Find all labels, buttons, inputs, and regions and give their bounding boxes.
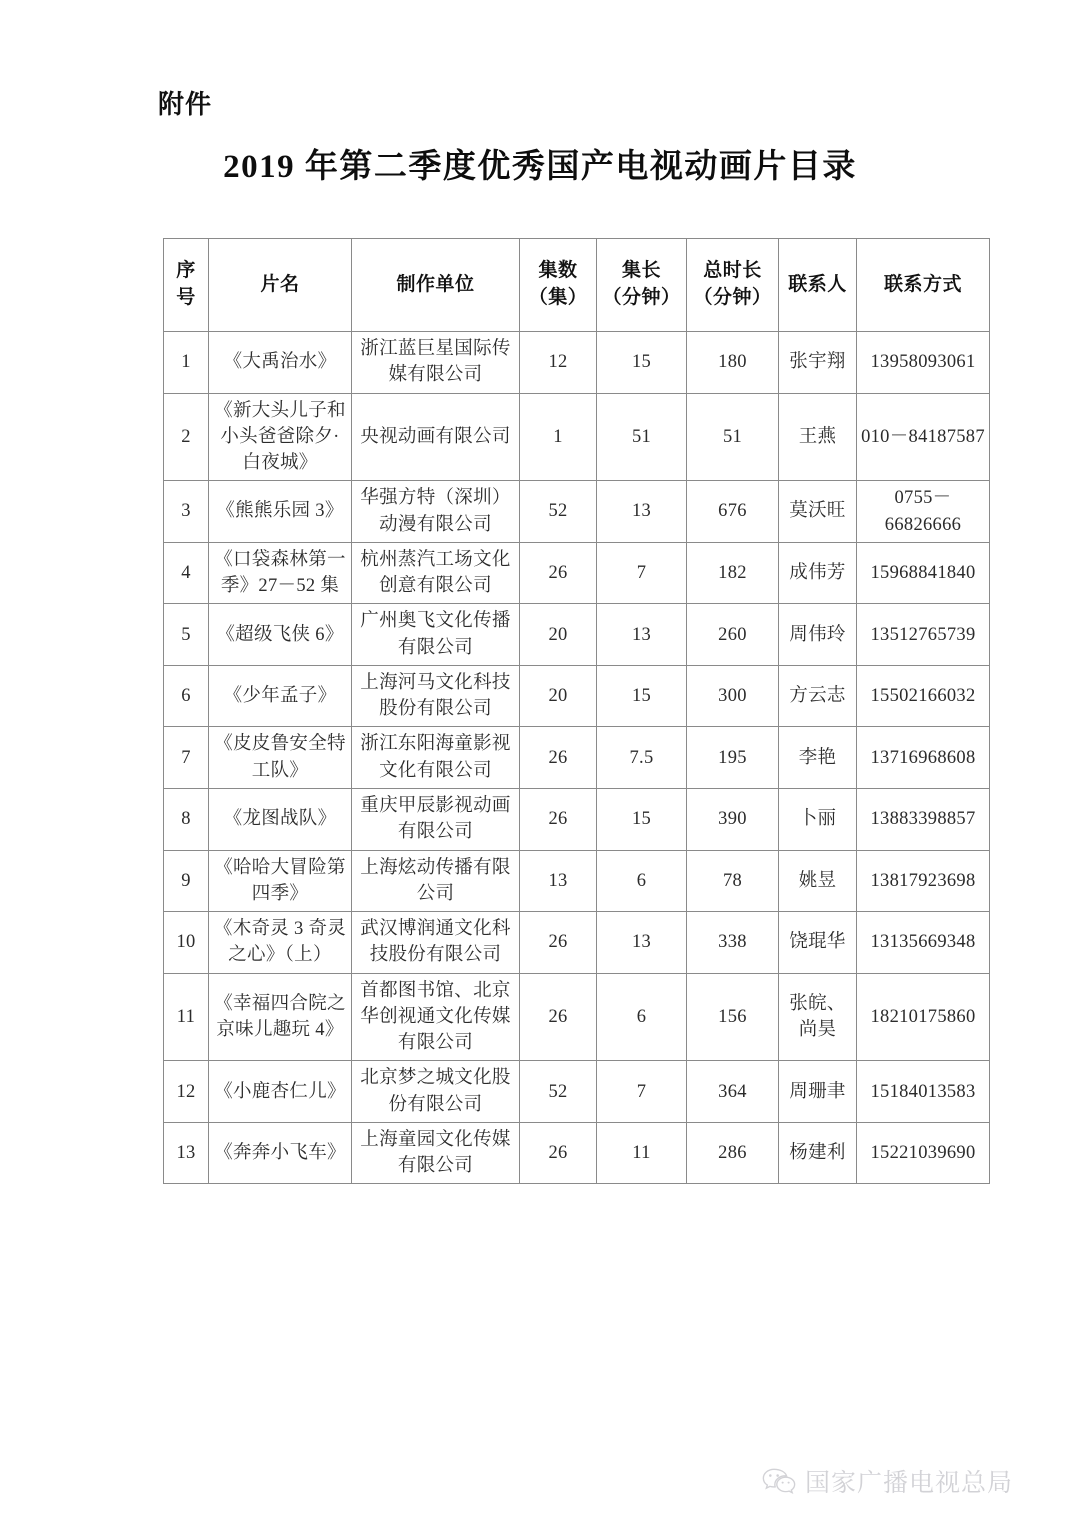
- cell-no: 12: [164, 1061, 209, 1123]
- cell-title: 《幸福四合院之京味儿趣玩 4》: [209, 973, 352, 1061]
- cell-episodes: 26: [520, 727, 597, 789]
- table-row: [164, 665, 990, 727]
- cell-episodes: 20: [520, 665, 597, 727]
- cell-person: 周珊聿: [779, 1061, 857, 1123]
- cell-length: 15: [597, 332, 687, 394]
- column-header-episodes-line1: 集数: [538, 260, 578, 282]
- column-header-length-line1: 集长: [621, 260, 661, 282]
- column-header-total-line2: （分钟）: [693, 287, 772, 308]
- cell-total: 676: [687, 481, 779, 543]
- cell-episodes: 13: [520, 850, 597, 912]
- cell-person: 姚昱: [779, 850, 857, 912]
- cell-no: 13: [164, 1122, 209, 1184]
- cell-no: 5: [164, 604, 209, 666]
- cell-person: 方云志: [779, 665, 857, 727]
- cell-title: 《小鹿杏仁儿》: [209, 1061, 352, 1123]
- cell-studio: 广州奥飞文化传播有限公司: [352, 604, 520, 666]
- cell-length: 7: [597, 542, 687, 604]
- cell-length: 6: [597, 973, 687, 1061]
- cell-studio: 上海河马文化科技股份有限公司: [352, 665, 520, 727]
- cell-studio: 浙江东阳海童影视文化有限公司: [352, 727, 520, 789]
- column-header-person-line1: 联系人: [788, 273, 847, 295]
- cell-person: 杨建利: [779, 1122, 857, 1184]
- column-header-contact: [857, 239, 990, 332]
- cell-contact: 13135669348: [857, 912, 990, 974]
- cell-studio: 武汉博润通文化科技股份有限公司: [352, 912, 520, 974]
- column-header-episodes-line2: （集）: [528, 287, 588, 308]
- cell-total: 364: [687, 1061, 779, 1123]
- catalog-table-container: [163, 238, 989, 1184]
- cell-person: 王燕: [779, 393, 857, 481]
- cell-episodes: 26: [520, 912, 597, 974]
- column-header-title: [209, 239, 352, 332]
- cell-no: 9: [164, 850, 209, 912]
- cell-contact: 0755－66826666: [857, 481, 990, 543]
- cell-title: 《少年孟子》: [209, 665, 352, 727]
- cell-total: 286: [687, 1122, 779, 1184]
- footer-watermark: [762, 1463, 1013, 1499]
- cell-contact: 15968841840: [857, 542, 990, 604]
- table-row: [164, 727, 990, 789]
- cell-no: 1: [164, 332, 209, 394]
- wechat-icon: [762, 1467, 796, 1495]
- cell-studio: 重庆甲辰影视动画有限公司: [352, 788, 520, 850]
- cell-length: 6: [597, 850, 687, 912]
- cell-episodes: 26: [520, 973, 597, 1061]
- column-header-episodes: [520, 239, 597, 332]
- cell-episodes: 52: [520, 1061, 597, 1123]
- cell-studio: 央视动画有限公司: [352, 393, 520, 481]
- cell-length: 7: [597, 1061, 687, 1123]
- cell-no: 10: [164, 912, 209, 974]
- page-title: 2019 年第二季度优秀国产电视动画片目录: [223, 149, 857, 185]
- cell-episodes: 26: [520, 788, 597, 850]
- cell-studio: 杭州蒸汽工场文化创意有限公司: [352, 542, 520, 604]
- cell-total: 338: [687, 912, 779, 974]
- column-header-no-line1: 序: [176, 260, 196, 282]
- column-header-length: [597, 239, 687, 332]
- cell-no: 11: [164, 973, 209, 1061]
- cell-length: 13: [597, 481, 687, 543]
- cell-title: 《哈哈大冒险第四季》: [209, 850, 352, 912]
- cell-length: 13: [597, 912, 687, 974]
- cell-person: 卜丽: [779, 788, 857, 850]
- cell-contact: 15184013583: [857, 1061, 990, 1123]
- cell-contact: 13716968608: [857, 727, 990, 789]
- cell-length: 11: [597, 1122, 687, 1184]
- cell-length: 13: [597, 604, 687, 666]
- cell-studio: 首都图书馆、北京华创视通文化传媒有限公司: [352, 973, 520, 1061]
- table-row: [164, 1122, 990, 1184]
- cell-total: 195: [687, 727, 779, 789]
- column-header-studio: [352, 239, 520, 332]
- cell-title: 《熊熊乐园 3》: [209, 481, 352, 543]
- cell-studio: 华强方特（深圳）动漫有限公司: [352, 481, 520, 543]
- cell-no: 3: [164, 481, 209, 543]
- cell-total: 78: [687, 850, 779, 912]
- cell-total: 51: [687, 393, 779, 481]
- column-header-studio-line1: 制作单位: [396, 273, 475, 295]
- column-header-contact-line1: 联系方式: [883, 273, 962, 295]
- column-header-no: [164, 239, 209, 332]
- cell-contact: 13512765739: [857, 604, 990, 666]
- watermark-label: 国家广播电视总局: [805, 1469, 1014, 1497]
- cell-total: 182: [687, 542, 779, 604]
- cell-length: 15: [597, 788, 687, 850]
- cell-studio: 上海炫动传播有限公司: [352, 850, 520, 912]
- table-row: [164, 604, 990, 666]
- cell-contact: 15502166032: [857, 665, 990, 727]
- table-row: [164, 481, 990, 543]
- cell-total: 260: [687, 604, 779, 666]
- cell-studio: 北京梦之城文化股份有限公司: [352, 1061, 520, 1123]
- cell-episodes: 12: [520, 332, 597, 394]
- cell-episodes: 1: [520, 393, 597, 481]
- cell-contact: 18210175860: [857, 973, 990, 1061]
- cell-person: 周伟玲: [779, 604, 857, 666]
- cell-contact: 13883398857: [857, 788, 990, 850]
- table-row: [164, 788, 990, 850]
- cell-no: 8: [164, 788, 209, 850]
- cell-contact: 13817923698: [857, 850, 990, 912]
- cell-title: 《奔奔小飞车》: [209, 1122, 352, 1184]
- cell-title: 《龙图战队》: [209, 788, 352, 850]
- cell-total: 390: [687, 788, 779, 850]
- table-row: [164, 1061, 990, 1123]
- table-header-row: [164, 239, 990, 332]
- cell-episodes: 26: [520, 1122, 597, 1184]
- cell-contact: 010－84187587: [857, 393, 990, 481]
- cell-contact: 15221039690: [857, 1122, 990, 1184]
- cell-no: 7: [164, 727, 209, 789]
- column-header-total: [687, 239, 779, 332]
- cell-studio: 上海童园文化传媒有限公司: [352, 1122, 520, 1184]
- cell-title: 《新大头儿子和小头爸爸除夕·白夜城》: [209, 393, 352, 481]
- cell-episodes: 52: [520, 481, 597, 543]
- cell-person: 张皖、尚昊: [779, 973, 857, 1061]
- cell-title: 《大禹治水》: [209, 332, 352, 394]
- table-body: [164, 332, 990, 1184]
- cell-no: 4: [164, 542, 209, 604]
- cell-total: 180: [687, 332, 779, 394]
- cell-person: 饶琨华: [779, 912, 857, 974]
- attachment-label: 附件: [158, 90, 213, 119]
- cell-person: 莫沃旺: [779, 481, 857, 543]
- column-header-title-line1: 片名: [260, 273, 300, 295]
- cell-length: 7.5: [597, 727, 687, 789]
- cell-contact: 13958093061: [857, 332, 990, 394]
- cell-total: 300: [687, 665, 779, 727]
- table-row: [164, 332, 990, 394]
- cell-length: 51: [597, 393, 687, 481]
- cell-person: 成伟芳: [779, 542, 857, 604]
- cell-person: 李艳: [779, 727, 857, 789]
- cell-person: 张宇翔: [779, 332, 857, 394]
- cell-episodes: 26: [520, 542, 597, 604]
- table-row: [164, 973, 990, 1061]
- animation-catalog-table: [163, 238, 990, 1184]
- column-header-total-line1: 总时长: [703, 260, 762, 282]
- column-header-no-line2: 号: [176, 287, 196, 308]
- cell-title: 《口袋森林第一季》27－52 集: [209, 542, 352, 604]
- table-row: [164, 542, 990, 604]
- cell-title: 《皮皮鲁安全特工队》: [209, 727, 352, 789]
- cell-no: 2: [164, 393, 209, 481]
- table-row: [164, 850, 990, 912]
- cell-total: 156: [687, 973, 779, 1061]
- column-header-person: [779, 239, 857, 332]
- cell-length: 15: [597, 665, 687, 727]
- table-row: [164, 912, 990, 974]
- cell-studio: 浙江蓝巨星国际传媒有限公司: [352, 332, 520, 394]
- column-header-length-line2: （分钟）: [602, 287, 681, 308]
- cell-title: 《木奇灵 3 奇灵之心》（上）: [209, 912, 352, 974]
- cell-no: 6: [164, 665, 209, 727]
- cell-title: 《超级飞侠 6》: [209, 604, 352, 666]
- cell-episodes: 20: [520, 604, 597, 666]
- table-row: [164, 393, 990, 481]
